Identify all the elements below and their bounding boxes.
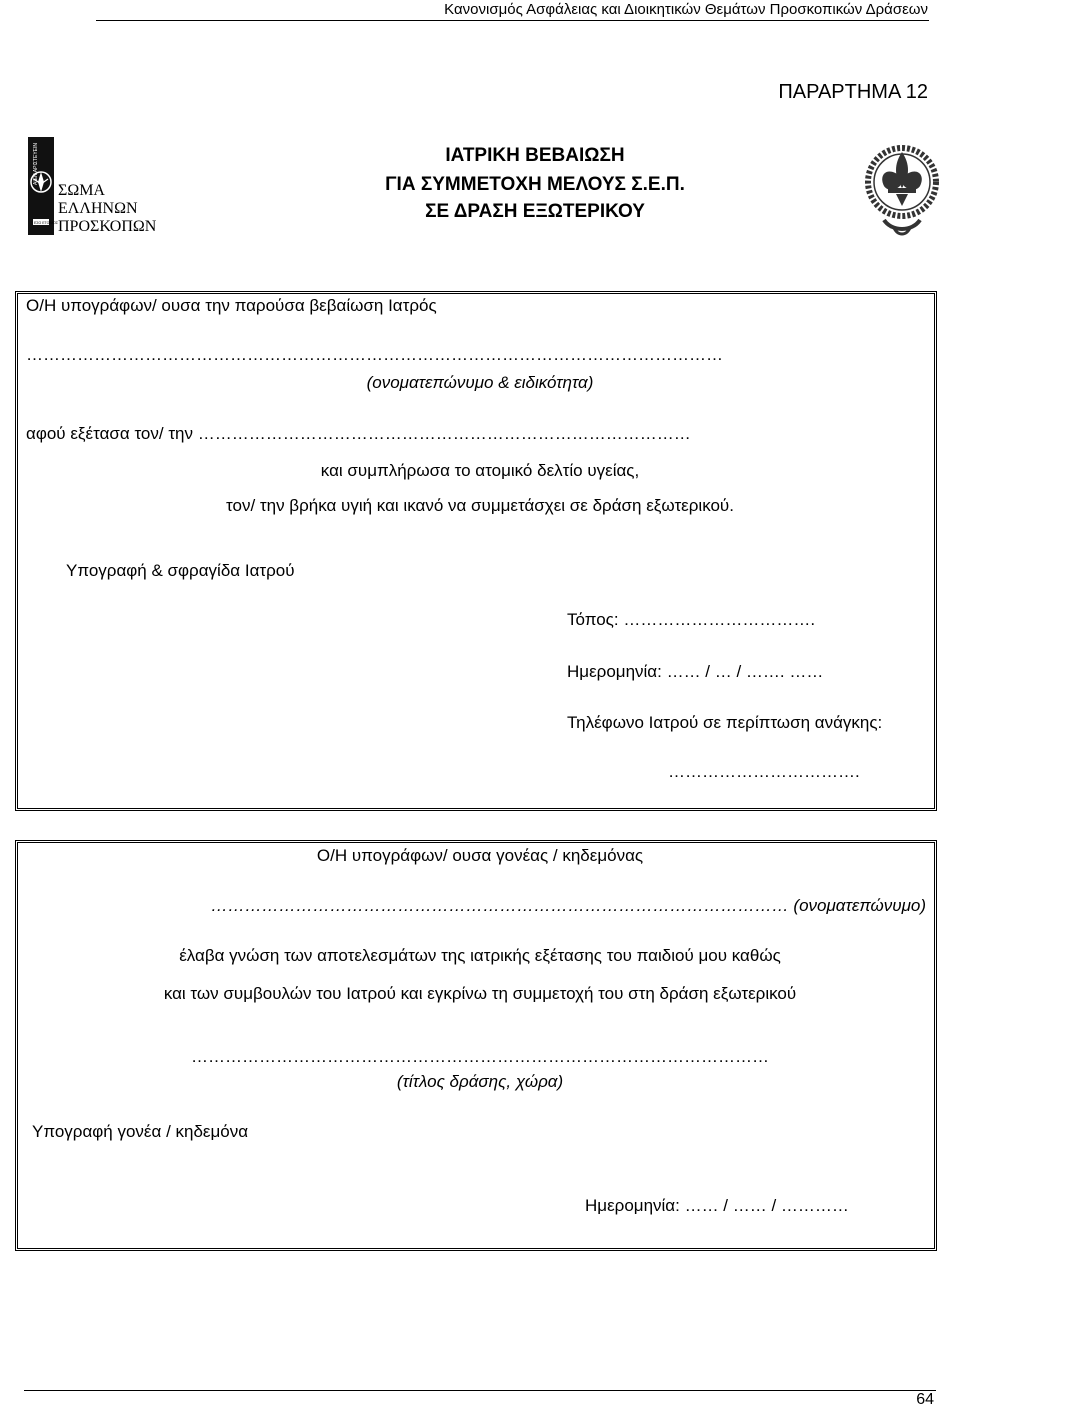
title-line-2: ΓΙΑ ΣΥΜΜΕΤΟΧΗ ΜΕΛΟΥΣ Σ.Ε.Π.	[385, 174, 685, 195]
logo-org-line-2: ΕΛΛΗΝΩΝ	[58, 200, 138, 217]
footer-rule	[24, 1390, 936, 1391]
activity-title-hint: (τίτλος δράσης, χώρα)	[396, 1072, 564, 1091]
logo-motto: ΕΣΟ ΕΤΟΙΜΟΣ	[34, 221, 59, 225]
doctor-name-hint: (ονοματεπώνυμο & ειδικότητα)	[366, 373, 594, 392]
place-field[interactable]: Τόπος: …………………………….	[567, 610, 816, 629]
appendix-label: ΠΑΡΑΡΤΗΜΑ 12	[778, 81, 928, 103]
fitness-statement: τον/ την βρήκα υγιή και ικανό να συμμετάσχει σε δράση εξωτερικού.	[226, 496, 734, 515]
running-header: Κανονισμός Ασφάλειας και Διοικητικών Θεμάτων Προσκοπικών Δράσεων	[444, 1, 928, 18]
guardian-signature-label: Υπογραφή γονέα / κηδεμόνα	[32, 1122, 249, 1141]
guardian-consent-text: και των συμβουλών του Ιατρού και εγκρίνω τη συμμετοχή του στη δράση εξωτερικού	[163, 984, 797, 1003]
guardian-intro: Ο/Η υπογράφων/ ουσα γονέας / κηδεμόνας	[316, 846, 644, 865]
page-number: 64	[916, 1391, 934, 1408]
activity-title-field[interactable]: …………………………………………………………………………………………	[191, 1047, 769, 1066]
guardian-date-field[interactable]: Ημερομηνία: …… / …… / …………	[585, 1196, 849, 1215]
doctor-date-field[interactable]: Ημερομηνία: …… / … / ……. ……	[567, 662, 824, 681]
guardian-informed-text: έλαβα γνώση των αποτελεσμάτων της ιατρικής εξέτασης του παιδιού μου καθώς	[179, 946, 781, 965]
doctor-certification-box	[15, 291, 937, 811]
doctor-signature-label: Υπογραφή & σφραγίδα Ιατρού	[66, 561, 295, 580]
scout-emblem-icon	[864, 136, 940, 240]
doctor-phone-field[interactable]: …………………………….	[668, 762, 860, 781]
header-rule	[96, 20, 929, 21]
patient-name-field[interactable]: αφού εξέτασα τον/ την ……………………………………………………………………………	[26, 424, 691, 443]
logo-org-line-1: ΣΩΜΑ	[58, 182, 105, 199]
doctor-name-field[interactable]: ……………………………………………………………………………………………………………	[26, 345, 723, 364]
health-record-text: και συμπλήρωσα το ατομικό δελτίο υγείας,	[320, 461, 640, 480]
title-line-1: ΙΑΤΡΙΚΗ ΒΕΒΑΙΩΣΗ	[445, 145, 625, 166]
logo-org-line-3: ΠΡΟΣΚΟΠΩΝ	[58, 218, 157, 235]
title-line-3: ΣΕ ΔΡΑΣΗ ΕΞΩΤΕΡΙΚΟΥ	[425, 201, 645, 222]
doctor-phone-label: Τηλέφωνο Ιατρού σε περίπτωση ανάγκης:	[567, 713, 883, 732]
doctor-intro: Ο/Η υπογράφων/ ουσα την παρούσα βεβαίωση Ιατρός	[26, 296, 437, 315]
logo-arc-text: ΑΙΕΝ ΑΡΙΣΤΕΥΕΙΝ	[33, 143, 39, 185]
guardian-name-field[interactable]: ………………………………………………………………………………………… (ονοματεπώνυμο)	[210, 896, 926, 915]
